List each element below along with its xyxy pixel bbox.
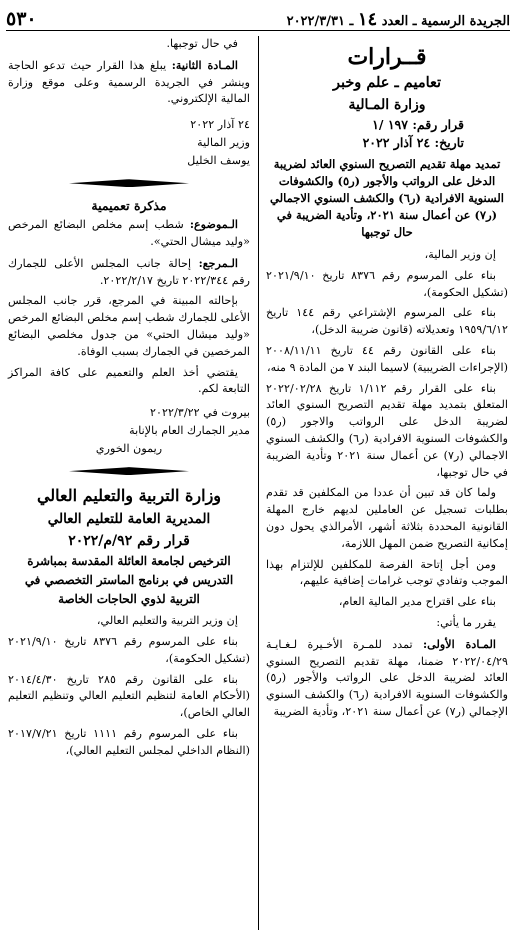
- right-column: [266, 36, 508, 725]
- decision-number: قرار رقم ٩٢/م/٢٠٢٢: [68, 533, 190, 550]
- signature-date: بيروت في ٢٠٢٢/٣/٢٢: [150, 406, 250, 420]
- paragraph: بإحالته المبينة في المرجع، قرر جانب المجلس الأعلى للجمارك شطب إسم مخلص البضائع المرخص «وليد ميشال الحتي» من جدول مخلصي البضائع المرخصين في الجمارك بسبب الوفاة.: [8, 294, 250, 358]
- paragraph: في حال توجبها.: [166, 37, 238, 50]
- article-label: المـادة الثانية:: [171, 57, 238, 72]
- signature-title: وزير المالية: [197, 136, 250, 150]
- memo-reference: [8, 255, 250, 290]
- reference-label: الـمرجع:: [198, 255, 238, 270]
- issue-date: ـ ٢٠٢٢/٣/٣١: [286, 14, 354, 29]
- ministry-name: وزارة التربية والتعليم العالي: [36, 486, 222, 506]
- decision-date: تاريخ: ٢٤ آذار ٢٠٢٢: [362, 135, 464, 150]
- page-number: ٥٣٠: [6, 8, 37, 30]
- ministry-name: وزارة المـالية: [348, 97, 426, 113]
- directorate-name: المديرية العامة للتعليم العالي: [47, 511, 211, 528]
- left-column: [8, 36, 250, 764]
- section-divider: [69, 176, 189, 190]
- paragraph: بناء على المرسوم رقم ٨٣٧٦ تاريخ ٢٠٢١/٩/١٠ (تشكيل الحكومة)،: [266, 268, 508, 299]
- section-title: قــرارات: [347, 44, 427, 70]
- signature-name: ريمون الخوري: [95, 442, 163, 456]
- paragraph: إن وزير المالية،: [424, 248, 496, 261]
- memo-subject: [8, 216, 250, 251]
- subject-text: شطب إسم مخلص البضائع المرخص «وليد ميشال الحتي».: [8, 218, 250, 248]
- paragraph: إن وزير التربية والتعليم العالي،: [96, 614, 238, 628]
- article-1: [266, 636, 508, 721]
- signature-date: ٢٤ آذار ٢٠٢٢: [190, 118, 250, 132]
- signature-title: مدير الجمارك العام بالإنابة: [129, 424, 250, 438]
- memo-signature-block: [8, 404, 250, 458]
- article-2: [8, 57, 250, 108]
- gazette-name: الجريدة الرسمية ـ العدد: [381, 14, 510, 29]
- header-title: [287, 9, 510, 30]
- signature-name: يوسف الخليل: [187, 154, 250, 168]
- article-label: المـادة الأولى:: [423, 636, 496, 651]
- paragraph: يقتضي أخذ العلم والتعميم على كافة المراكز التابعة لكم.: [8, 365, 250, 396]
- paragraph: بناء على المرسوم رقم ١١١١ تاريخ ٢٠١٧/٧/٢١ (النظام الداخلي لمجلس التعليم العالي)،: [8, 726, 250, 757]
- column-divider: [258, 36, 259, 930]
- paragraph: ومن أجل إتاحة الفرصة للمكلفين للإلتزام بهذا الموجب وتفادي توجب غرامات إضافية عليهم،: [266, 557, 508, 588]
- article-text: يبلغ هذا القرار حيث تدعو الحاجة وينشر في الجريدة الرسمية وعلى موقع وزارة المالية الإلكتروني.: [8, 58, 250, 106]
- decision-number: قرار رقم: ١٩٧ /١: [372, 117, 464, 132]
- decision-subject: تمديد مهلة تقديم التصريح السنوي العائد لضريبة الدخل على الرواتب والأجور (ر٥) والكشوفات السنوية الافرادية (ر٦) والكشف السنوي الاجمالي (ر٧) عن أعمال سنة ٢٠٢١، وتأدية الضريبة في حال توجبها: [270, 157, 504, 239]
- paragraph: بناء على القانون رقم ٢٨٥ تاريخ ٢٠١٤/٤/٣٠ (الأحكام العامة لتنظيم التعليم العالي وتنظيم التعليم العالي الخاص)،: [8, 672, 250, 720]
- section-subtitle: تعاميم ـ علم وخبر: [332, 74, 442, 91]
- paragraph: ولما كان قد تبين أن عددا من المكلفين قد تقدم بطلبات تسجيل عن العاملين لديهم خارج المهلة القانونية المحددة بثلاثة أشهر، الأمرالذي يحول دون إمكانية التصريح ضمن المهل اللازمة،: [266, 486, 508, 550]
- signature-block: [8, 116, 250, 170]
- paragraph: بناء على القرار رقم ١/١١٢ تاريخ ٢٠٢٢/٠٢/٢٨ المتعلق بتمديد مهلة تقديم التصريح السنوي العائد لضريبة الدخل على الرواتب والاجور (ر٥) والكشوفات السنوية الافرادية (ر٦) والكشف السنوي الاجمالي (ر٧) عن أعمال سنة ٢٠٢١ وتأدية الضريبة في حال توجبها،: [266, 381, 509, 479]
- paragraph: بناء على المرسوم الإشتراعي رقم ١٤٤ تاريخ ١٩٥٩/٦/١٢ وتعديلاته (قانون ضريبة الدخل)،: [266, 306, 508, 337]
- issue-number: ١٤: [357, 9, 378, 30]
- section-divider: [69, 464, 189, 478]
- article-text: تمدد للمـرة الأخـيرة لـغـايـة ٢٠٢٢/٠٤/٢٩ ضمنا، مهلة تقديم التصريح السنوي العائد لضريبة الدخل على الرواتب والأجور (ر٥) والكشوفات السنوية الافرادية (ر٦) والكشف السنوي الإجمالي (ر٧) عن أعمال سنة ٢٠٢١، وتأدية الضريبة: [266, 637, 509, 718]
- paragraph: بناء على اقتراح مدير المالية العام،: [338, 595, 496, 609]
- paragraph: بناء على القانون رقم ٤٤ تاريخ ٢٠٠٨/١١/١١ (الإجراءات الضريبية) لاسيما البند ٧ من المادة ٩ منه،: [266, 343, 508, 374]
- reference-text: إحالة جانب المجلس الأعلى للجمارك رقم ٢٠٢٢/٣٤٤ تاريخ ٢٠٢٢/٢/١٧.: [8, 256, 250, 287]
- memo-title: مذكرة تعميمية: [91, 198, 167, 214]
- page-header: [6, 2, 510, 31]
- subject-label: الـموضوع:: [189, 217, 238, 232]
- paragraph: يقرر ما يأتي:: [436, 615, 496, 629]
- decision-subject: الترخيص لجامعة العائلة المقدسة بمباشرة التدريس في برنامج الماستر التخصصي في التربية لذوي الحاجات الخاصة: [24, 554, 234, 607]
- paragraph: بناء على المرسوم رقم ٨٣٧٦ تاريخ ٢٠٢١/٩/١٠ (تشكيل الحكومة)،: [8, 634, 250, 665]
